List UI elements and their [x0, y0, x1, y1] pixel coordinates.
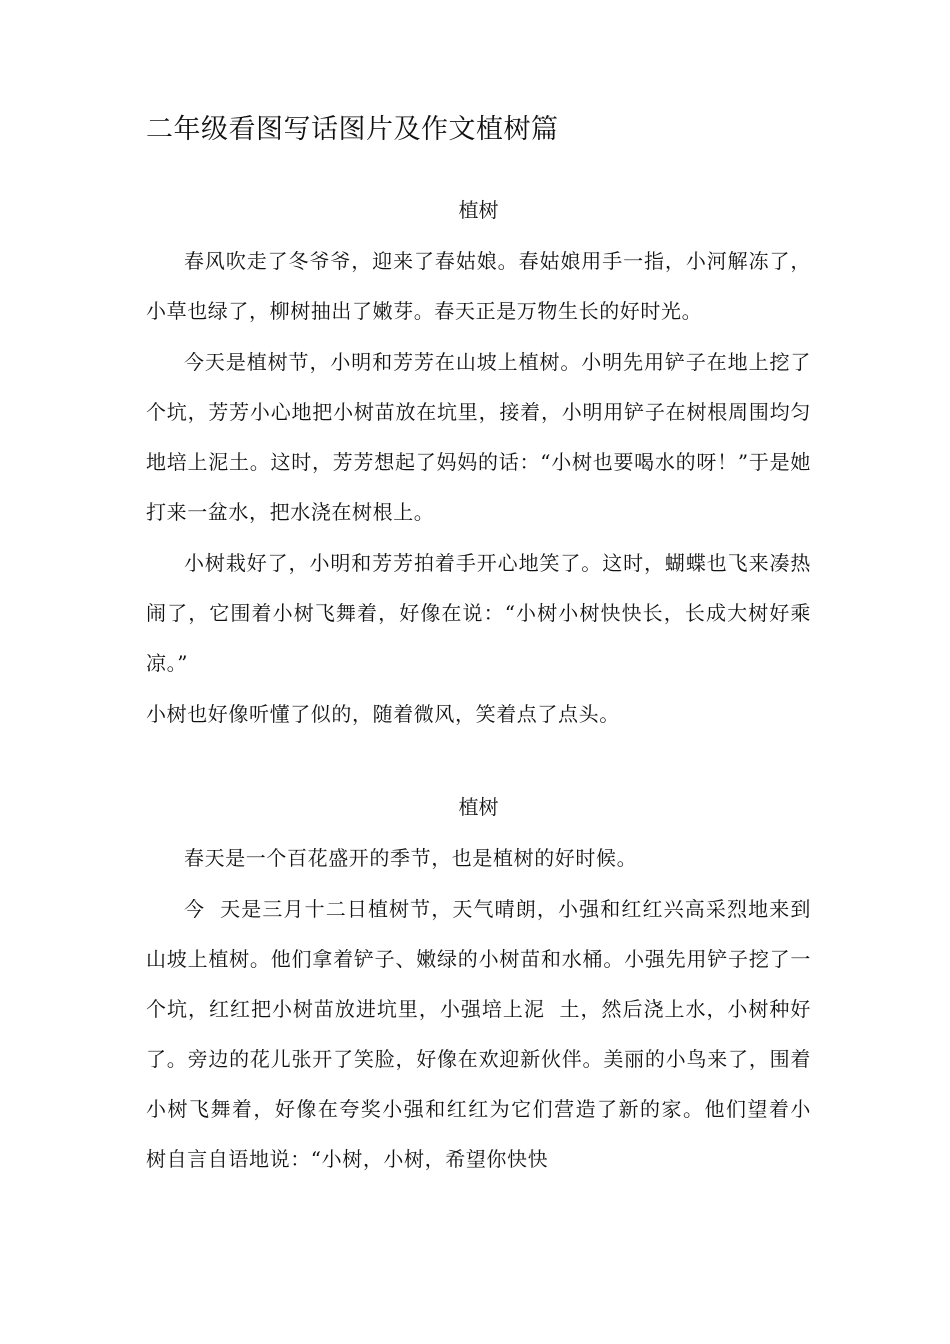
essay-paragraph: 春风吹走了冬爷爷，迎来了春姑娘。春姑娘用手一指，小河解冻了，小草也绿了，柳树抽出了嫩芽。春天正是万物生长的好时光。 — [146, 249, 811, 323]
essay-2 — [146, 787, 825, 1185]
essay-1 — [146, 190, 811, 740]
essay-paragraph: 小树栽好了，小明和芳芳拍着手开心地笑了。这时，蝴蝶也飞来凑热闹了，它围着小树飞舞着，好像在说：“小树小树快快长，长成大树好乘凉。” — [146, 551, 811, 675]
essay-paragraph: 今天是植树节，小明和芳芳在山坡上植树。小明先用铲子在地上挖了个坑，芳芳小心地把小树苗放在坑里，接着，小明用铲子在树根周围均匀地培上泥土。这时，芳芳想起了妈妈的话：“小树也要喝水的呀！”于是她打来一盆水，把水浇在树根上。 — [146, 350, 811, 524]
document-page — [146, 0, 825, 1344]
essay-paragraph: 小树也好像听懂了似的，随着微风，笑着点了点头。 — [146, 702, 620, 726]
essay-paragraph: 春天是一个百花盛开的季节，也是植树的好时候。 — [184, 846, 638, 870]
document-title: 二年级看图写话图片及作文植树篇 — [146, 114, 559, 145]
essay-title: 植树 — [458, 198, 499, 222]
essay-paragraph: 今 天是三月十二日植树节，天气晴朗，小强和红红兴高采烈地来到山坡上植树。他们拿着铲子、嫩绿的小树苗和水桶。小强先用铲子挖了一个坑，红红把小树苗放进坑里，小强培上泥 土，然后浇上水，小树种好了。旁边的花儿张开了笑脸，好像在欢迎新伙伴。美丽的小鸟来了，围着小树飞舞着，好像在夸奖小强和红红为它们营造了新的家。他们望着小 树自言自语地说：“小树，小树，希望你快快 — [146, 897, 825, 1171]
essay-title: 植树 — [458, 795, 499, 819]
